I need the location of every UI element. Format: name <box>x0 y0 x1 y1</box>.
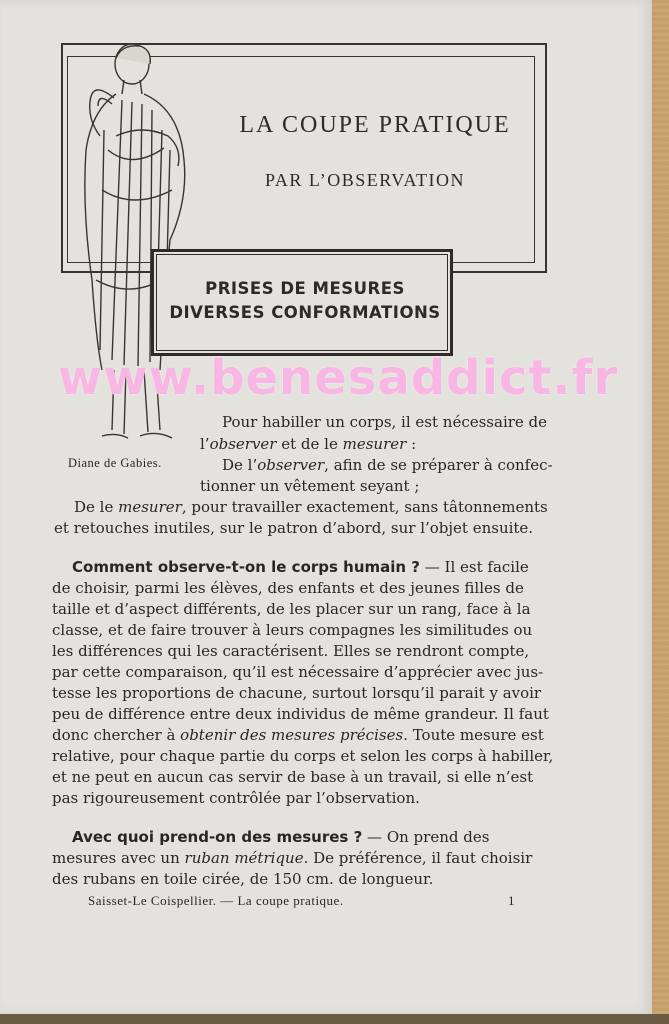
section1-line: peu de différence entre deux individus de même grandeur. Il faut <box>52 705 549 723</box>
section1-line: classe, et de faire trouver à leurs compagnes les similitudes ou <box>52 621 533 639</box>
section1-line: par cette comparaison, qu’il est nécessaire d’apprécier avec jus- <box>52 663 544 681</box>
figure-caption: Diane de Gabies. <box>68 456 162 470</box>
intro-line: et retouches inutiles, sur le patron d’abord, sur l’objet ensuite. <box>54 519 534 537</box>
section1-line: donc chercher à obtenir des mesures précises. Toute mesure est <box>52 726 544 744</box>
page-bottom-edge <box>0 1014 669 1024</box>
section2-lead-line: Avec quoi prend-on des mesures ? — On prend des <box>72 828 490 846</box>
section1-line: relative, pour chaque partie du corps et selon les corps à habiller, <box>52 747 554 765</box>
section-heading-line1: PRISES DE MESURES <box>205 279 405 298</box>
section1-line: de choisir, parmi les élèves, des enfants et des jeunes filles de <box>52 579 524 597</box>
watermark-text: www.benesaddict.fr <box>57 350 619 406</box>
intro-line: l’observer et de le mesurer : <box>200 435 417 453</box>
footer-page-mark: 1 <box>508 893 515 908</box>
intro-line: De l’observer, afin de se préparer à confec- <box>222 456 553 474</box>
book-spine <box>652 0 669 1024</box>
section1-lead-line: Comment observe-t-on le corps humain ? — Il est facile <box>72 558 529 576</box>
section1-line: tesse les proportions de chacune, surtout lorsqu’il parait y avoir <box>52 684 542 702</box>
page-subtitle: PAR L’OBSERVATION <box>265 170 465 190</box>
section2-line: mesures avec un ruban métrique. De préférence, il faut choisir <box>52 849 533 867</box>
section2-question: Avec quoi prend-on des mesures ? <box>72 828 363 846</box>
section1-line: et ne peut en aucun cas servir de base à un travail, si elle n’est <box>52 768 534 786</box>
section1-question: Comment observe-t-on le corps humain ? <box>72 558 421 576</box>
section-heading-line2: DIVERSES CONFORMATIONS <box>169 303 441 322</box>
section1-line: taille et d’aspect différents, de les placer sur un rang, face à la <box>52 600 531 618</box>
section-heading-box <box>151 249 453 356</box>
footer-authors: Saisset-Le Coispellier. — La coupe pratique. <box>88 893 344 908</box>
intro-line: tionner un vêtement seyant ; <box>200 477 420 495</box>
intro-line: De le mesurer, pour travailler exactement, sans tâtonnements <box>74 498 548 516</box>
intro-line: Pour habiller un corps, il est nécessaire de <box>222 413 548 431</box>
page-title: LA COUPE PRATIQUE <box>239 112 511 138</box>
section1-line: les différences qui les caractérisent. Elles se rendront compte, <box>52 642 530 660</box>
section1-line: pas rigoureusement contrôlée par l’observation. <box>52 789 420 807</box>
section2-line: des rubans en toile cirée, de 150 cm. de longueur. <box>52 870 434 888</box>
